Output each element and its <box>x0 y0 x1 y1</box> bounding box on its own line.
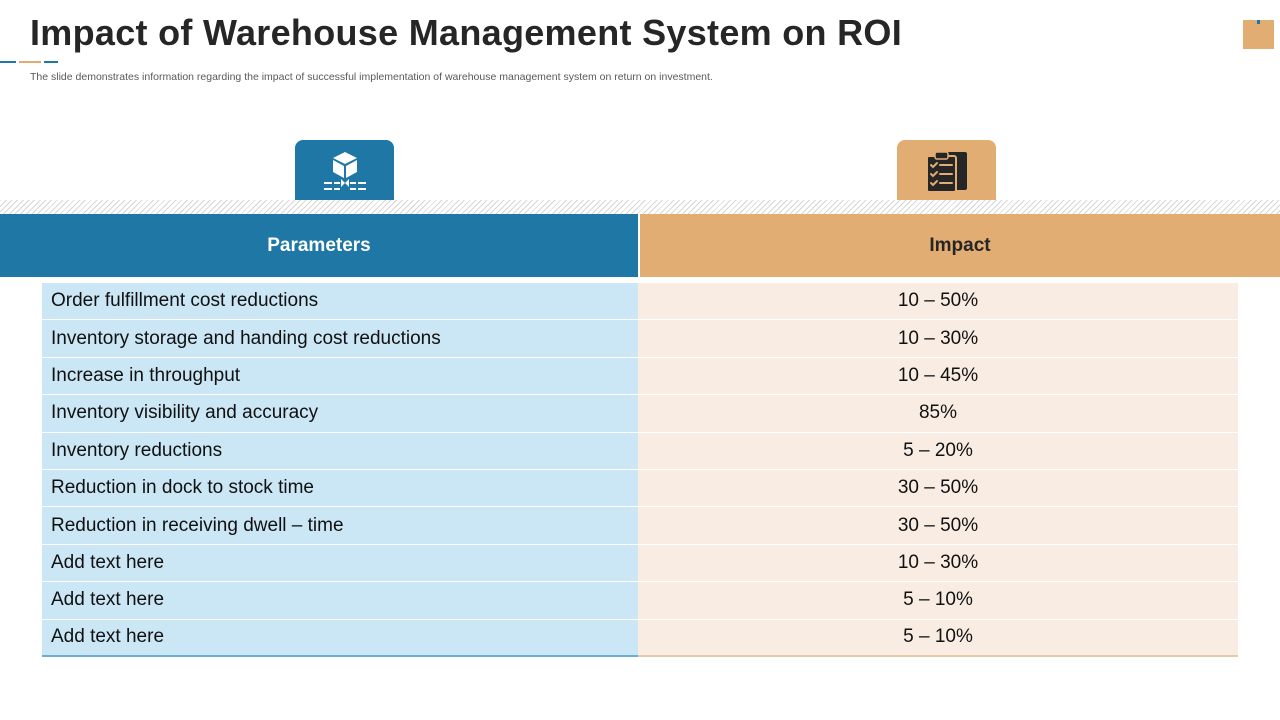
table-row <box>42 582 1238 619</box>
title-accent-line-blue-2 <box>44 61 58 63</box>
parameter-cell: Order fulfillment cost reductions <box>42 283 638 320</box>
corner-decoration <box>1243 20 1274 49</box>
title-accent-line-orange <box>19 61 41 63</box>
impact-cell: 30 – 50% <box>638 507 1238 544</box>
parameter-cell: Inventory storage and handing cost reductions <box>42 320 638 357</box>
parameter-cell: Reduction in receiving dwell – time <box>42 507 638 544</box>
parameter-cell: Reduction in dock to stock time <box>42 470 638 507</box>
impact-cell: 10 – 30% <box>638 545 1238 582</box>
table-row <box>42 358 1238 395</box>
parameter-cell: Inventory reductions <box>42 433 638 470</box>
impact-cell: 85% <box>638 395 1238 432</box>
parameter-cell: Inventory visibility and accuracy <box>42 395 638 432</box>
impact-cell: 5 – 10% <box>638 620 1238 657</box>
parameters-icon-tab <box>295 140 394 201</box>
impact-cell: 10 – 45% <box>638 358 1238 395</box>
roi-impact-table <box>42 283 1238 657</box>
table-row <box>42 395 1238 432</box>
parameter-cell: Add text here <box>42 545 638 582</box>
hatched-divider <box>0 200 1280 214</box>
table-row <box>42 283 1238 320</box>
impact-icon-tab <box>897 140 996 201</box>
parameter-cell: Increase in throughput <box>42 358 638 395</box>
impact-cell: 30 – 50% <box>638 470 1238 507</box>
table-row <box>42 470 1238 507</box>
impact-cell: 5 – 10% <box>638 582 1238 619</box>
parameter-cell: Add text here <box>42 620 638 657</box>
impact-cell: 5 – 20% <box>638 433 1238 470</box>
table-header-impact: Impact <box>640 214 1280 277</box>
slide-title: Impact of Warehouse Management System on ROI <box>30 12 903 53</box>
parameter-cell: Add text here <box>42 582 638 619</box>
table-header-parameters: Parameters <box>0 214 638 277</box>
table-row <box>42 620 1238 657</box>
table-row <box>42 320 1238 357</box>
table-row <box>42 507 1238 544</box>
slide-subtitle: The slide demonstrates information regarding the impact of successful implementation of warehouse management system on return on investment. <box>30 71 713 83</box>
corner-decoration-dot <box>1257 20 1260 24</box>
impact-cell: 10 – 30% <box>638 320 1238 357</box>
impact-cell: 10 – 50% <box>638 283 1238 320</box>
title-accent-line-blue <box>0 61 16 63</box>
table-row <box>42 433 1238 470</box>
warehouse-box-icon <box>321 148 369 194</box>
table-row <box>42 545 1238 582</box>
clipboard-checklist-icon <box>924 148 970 194</box>
